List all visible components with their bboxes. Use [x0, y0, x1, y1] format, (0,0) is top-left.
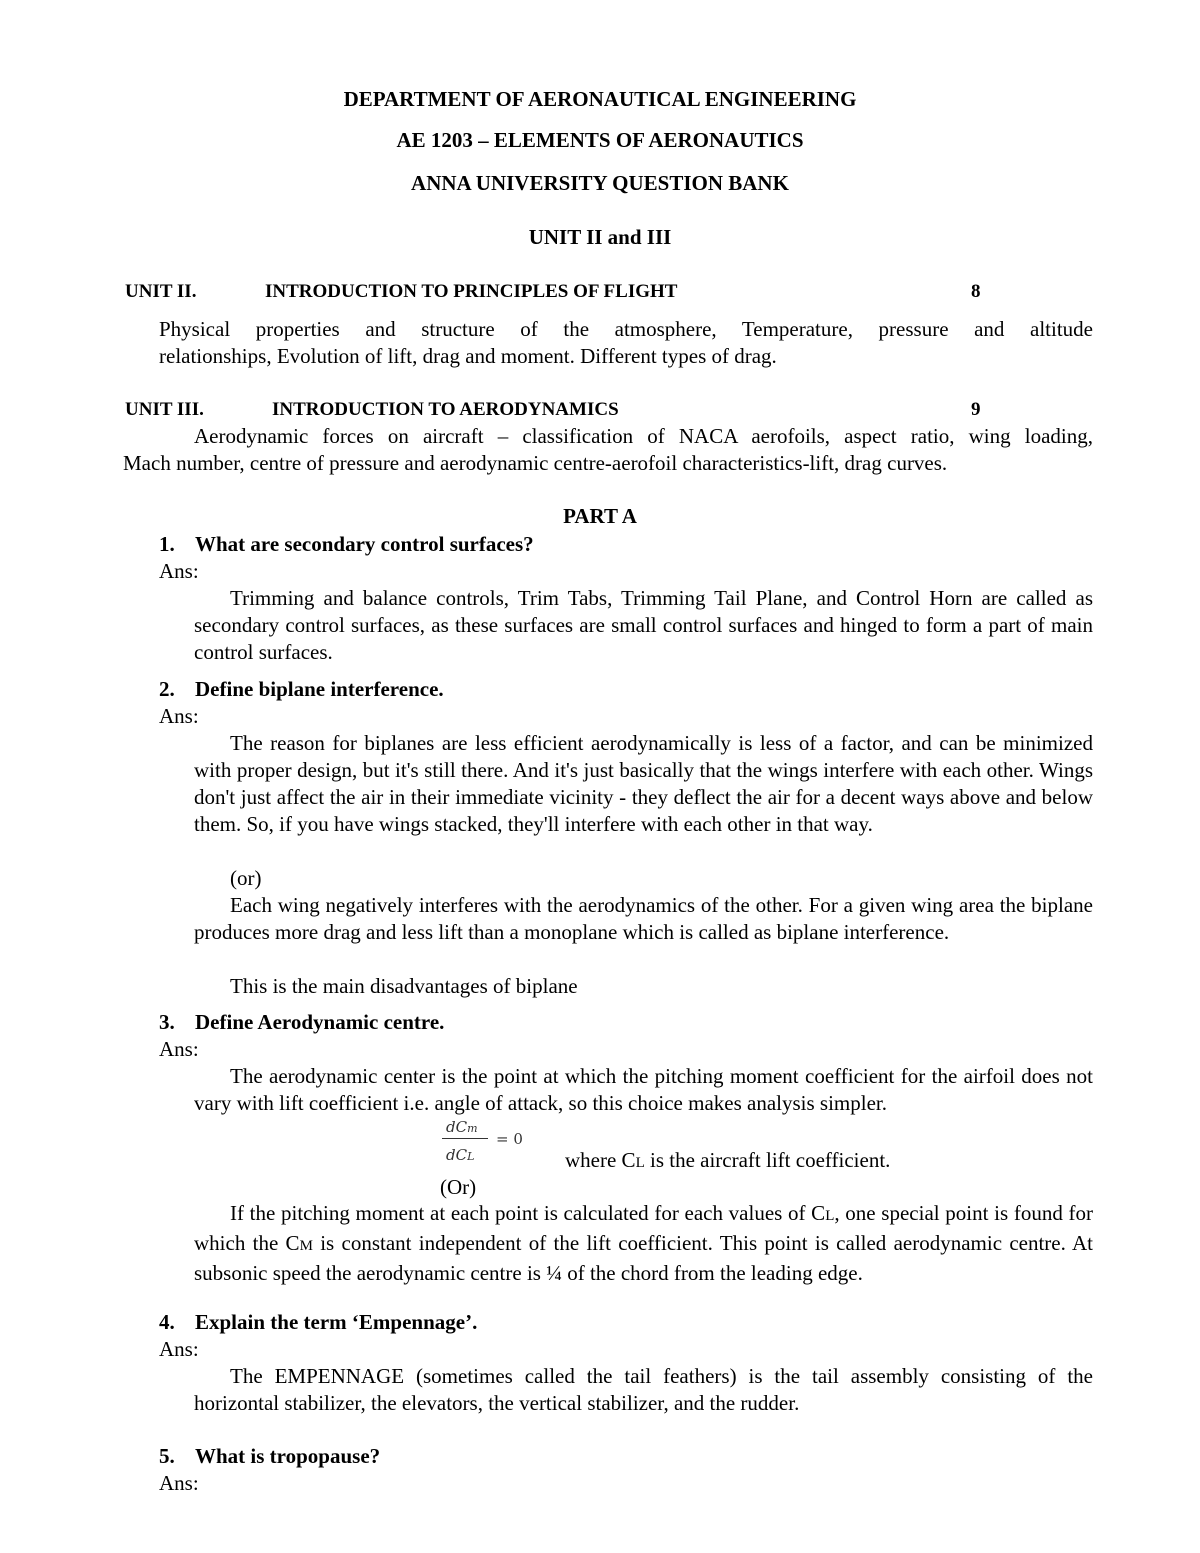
formula-where-text	[565, 1147, 890, 1177]
answer-3-text-2	[194, 1200, 1093, 1287]
answer-2-label: Ans:	[159, 704, 199, 728]
unit-2-title: INTRODUCTION TO PRINCIPLES OF FLIGHT	[265, 281, 678, 302]
formula-numerator-text: dC	[446, 1118, 468, 1136]
where-text-sub: L	[635, 1155, 645, 1171]
answer-3-text-2a: If the pitching moment at each point is calculated for each values of C	[230, 1201, 826, 1225]
question-3-number: 3.	[159, 1010, 175, 1034]
question-3	[159, 1009, 444, 1036]
answer-3-label: Ans:	[159, 1037, 199, 1061]
unit-3-hours: 9	[971, 399, 981, 420]
answer-1-text: Trimming and balance controls, Trim Tabs, Trimming Tail Plane, and Control Horn are called as secondary control surfaces, as these surfaces are small control surfaces and hinged to form a part of main control surfaces.	[194, 586, 1093, 664]
course-title: AE 1203 – ELEMENTS OF AERONAUTICS	[396, 128, 804, 152]
answer-2-text-1: The reason for biplanes are less efficient aerodynamically is less of a factor, and can be minimized with proper design, but it's still there. And it's just basically that the wings interfere with each other. Wings don't just affect the air in their immediate vicinity - they deflect the air for a decent ways above and below them. So, if you have wings stacked, they'll interfere with each other in that way.	[194, 731, 1093, 836]
where-text-b: is the aircraft lift coefficient.	[644, 1148, 891, 1172]
formula-denominator-sub: L	[467, 1150, 475, 1163]
answer-2-or: (or)	[230, 866, 262, 890]
unit-2-number: UNIT II.	[125, 281, 197, 302]
unit-3-syllabus-line1: Aerodynamic forces on aircraft – classification of NACA aerofoils, aspect ratio, wing loading,	[194, 424, 1093, 448]
unit-3-number: UNIT III.	[125, 399, 204, 420]
question-5	[159, 1443, 380, 1470]
formula-numerator-sub: m	[467, 1122, 478, 1135]
unit-2-syllabus-line1: Physical properties and structure of the atmosphere, Temperature, pressure and altitude	[159, 317, 1093, 341]
answer-2-text-3: This is the main disadvantages of biplane	[230, 974, 578, 998]
part-a-heading: PART A	[563, 504, 637, 528]
unit-3-title: INTRODUCTION TO AERODYNAMICS	[272, 399, 619, 420]
answer-3-sub-l: L	[825, 1208, 835, 1224]
question-2-number: 2.	[159, 677, 175, 701]
where-text-a: where C	[565, 1148, 636, 1172]
answer-5-label: Ans:	[159, 1471, 199, 1495]
question-bank-title: ANNA UNIVERSITY QUESTION BANK	[411, 171, 789, 195]
question-1-number: 1.	[159, 532, 175, 556]
question-4	[159, 1309, 477, 1336]
question-1-text: What are secondary control surfaces?	[195, 532, 534, 556]
question-5-text: What is tropopause?	[195, 1444, 381, 1468]
question-4-text: Explain the term ‘Empennage’.	[195, 1310, 478, 1334]
question-5-number: 5.	[159, 1444, 175, 1468]
question-4-number: 4.	[159, 1310, 175, 1334]
department-title: DEPARTMENT OF AERONAUTICAL ENGINEERING	[343, 87, 857, 111]
answer-1-label: Ans:	[159, 559, 199, 583]
answer-3-sub-m: M	[299, 1238, 313, 1254]
question-1	[159, 531, 534, 558]
formula-rhs: = 0	[496, 1130, 523, 1148]
unit-3-syllabus-line2: Mach number, centre of pressure and aerodynamic centre-aerofoil characteristics-lift, drag curves.	[123, 451, 948, 475]
formula-denominator-text: dC	[446, 1146, 468, 1164]
unit-2-syllabus-line2: relationships, Evolution of lift, drag and moment. Different types of drag.	[159, 344, 777, 368]
answer-3-text-2c: is constant independent of the lift coefficient. This point is called aerodynamic centre. At subsonic speed the aerodynamic centre is ¼ of the chord from the leading edge.	[194, 1231, 1094, 1285]
aerodynamic-centre-formula	[440, 1112, 540, 1168]
question-2	[159, 676, 444, 703]
unit-2-hours: 8	[971, 281, 981, 302]
answer-4-text: The EMPENNAGE (sometimes called the tail feathers) is the tail assembly consisting of the horizontal stabilizer, the elevators, the vertical stabilizer, and the rudder.	[194, 1364, 1093, 1415]
units-title: UNIT II and III	[528, 225, 672, 249]
answer-3-or: (Or)	[440, 1175, 477, 1199]
answer-4-label: Ans:	[159, 1337, 199, 1361]
formula-denominator	[446, 1142, 474, 1170]
formula-fraction-bar	[442, 1138, 488, 1139]
answer-3-text-1: The aerodynamic center is the point at which the pitching moment coefficient for the airfoil does not vary with lift coefficient i.e. angle of attack, so this choice makes analysis simpler.	[194, 1064, 1093, 1115]
question-2-text: Define biplane interference.	[195, 677, 444, 701]
answer-3-text-2b: , one special point is found for which the C	[194, 1201, 1093, 1255]
answer-2-text-2: Each wing negatively interferes with the aerodynamics of the other. For a given wing area the biplane produces more drag and less lift than a monoplane which is called as biplane interference.	[194, 893, 1093, 944]
question-3-text: Define Aerodynamic centre.	[195, 1010, 445, 1034]
